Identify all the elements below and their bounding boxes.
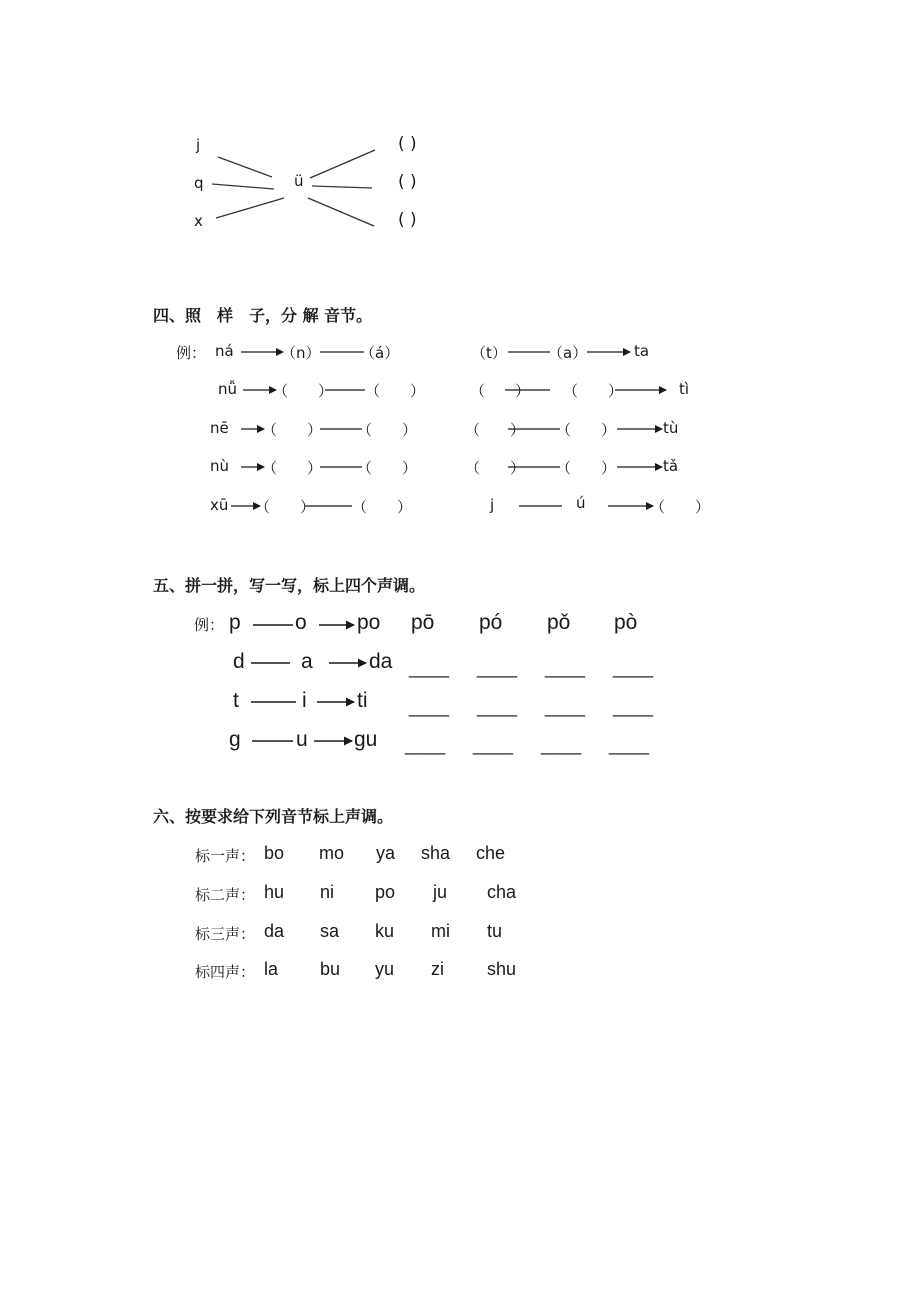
answer-paren-2[interactable]: ( ) <box>398 172 417 192</box>
s4-row1-rword: tì <box>679 380 690 398</box>
s5-row1-final: a <box>301 650 313 673</box>
section5-heading: 五、拼一拼，写一写，标上四个声调。 <box>153 576 426 595</box>
s4-row3-p2[interactable]: （ ） <box>357 459 418 477</box>
s6-row2-item[interactable]: po <box>375 882 396 902</box>
s4-row3-rword: tǎ <box>663 457 679 475</box>
s5-row1-blank-1[interactable]: ____ <box>409 658 450 678</box>
s5-row3-final: u <box>296 728 308 751</box>
initial-j: j <box>196 136 201 154</box>
s5-row3-result: gu <box>354 728 378 751</box>
s5-tone-1: pō <box>411 611 435 634</box>
s5-row3-blank-2[interactable]: ____ <box>473 735 514 755</box>
s6-row2-item[interactable]: hu <box>264 882 285 902</box>
s6-row3-item[interactable]: sa <box>320 921 340 941</box>
s4-row2-p1[interactable]: （ ） <box>262 421 323 439</box>
s5-row2-blank-1[interactable]: ____ <box>409 697 450 717</box>
line-j-u <box>218 157 272 177</box>
s6-row4-item[interactable]: zi <box>431 959 444 979</box>
line-x-u <box>216 198 284 218</box>
line-q-u <box>212 184 274 189</box>
center-u-umlaut: ü <box>294 172 304 190</box>
s4-example-rword: ta <box>634 342 650 360</box>
s5-row2-result: ti <box>357 689 368 712</box>
s5-tone-2: pó <box>479 611 503 634</box>
s6-row1-item[interactable]: bo <box>264 843 285 863</box>
s6-row4-item[interactable]: yu <box>375 959 395 979</box>
s6-row3-item[interactable]: ku <box>375 921 395 941</box>
s4-row3-r2[interactable]: （ ） <box>556 459 617 477</box>
s6-row4-label: 标四声： <box>195 963 256 981</box>
s6-row1-item[interactable]: mo <box>319 843 345 863</box>
s6-row1-item[interactable]: ya <box>376 843 396 863</box>
s4-row1-p1[interactable]: （ ） <box>273 382 334 400</box>
s6-row4-item[interactable]: shu <box>487 959 517 979</box>
s4-row4-rword[interactable]: （ ） <box>650 498 711 516</box>
s5-row2-blank-2[interactable]: ____ <box>477 697 518 717</box>
s6-row1-item[interactable]: sha <box>421 843 451 863</box>
s4-row1-r1[interactable]: （ ） <box>470 382 531 400</box>
s4-row4-p1[interactable]: （ ） <box>255 498 316 516</box>
s5-row2-initial: t <box>233 689 239 712</box>
s6-row3-item[interactable]: da <box>264 921 285 941</box>
s5-example-label: 例： <box>194 616 225 634</box>
s4-example-word: ná <box>215 342 234 360</box>
s6-row1-item[interactable]: che <box>476 843 506 863</box>
s4-row3-p1[interactable]: （ ） <box>262 459 323 477</box>
s4-example-p1: （n） <box>281 344 321 362</box>
initial-x: x <box>194 212 203 230</box>
s4-example-r2: （a） <box>548 344 588 362</box>
s4-row1-r2[interactable]: （ ） <box>563 382 624 400</box>
s6-row1-label: 标一声： <box>195 847 256 865</box>
s4-row2-r1[interactable]: （ ） <box>465 421 526 439</box>
s6-row4-item[interactable]: la <box>264 959 279 979</box>
s5-row1-blank-3[interactable]: ____ <box>545 658 586 678</box>
s4-row3-r1[interactable]: （ ） <box>465 459 526 477</box>
s4-example-label: 例： <box>176 344 207 362</box>
connector-lines <box>0 0 920 260</box>
s5-row1-blank-4[interactable]: ____ <box>613 658 654 678</box>
initial-q: q <box>194 174 204 192</box>
s5-example-result: po <box>357 611 381 634</box>
s6-row2-item[interactable]: ju <box>433 882 448 902</box>
s5-row1-initial: d <box>233 650 245 673</box>
section4-heading: 四、照 样 子，分 解 音节。 <box>153 306 373 325</box>
s4-example-r1: （t） <box>471 344 507 362</box>
s5-row1-result: da <box>369 650 393 673</box>
s5-row1-blank-2[interactable]: ____ <box>477 658 518 678</box>
line-u-p3 <box>308 198 374 226</box>
line-u-p1 <box>310 150 375 178</box>
line-u-p2 <box>312 186 372 188</box>
s6-row4-item[interactable]: bu <box>320 959 341 979</box>
s6-row2-item[interactable]: cha <box>487 882 517 902</box>
s4-example-p2: （á） <box>360 344 400 362</box>
answer-paren-3[interactable]: ( ) <box>398 210 417 230</box>
s4-row2-r2[interactable]: （ ） <box>556 421 617 439</box>
s4-row1-p2[interactable]: （ ） <box>365 382 426 400</box>
s4-row3-word: nù <box>210 457 230 475</box>
s5-example-initial: p <box>229 611 241 634</box>
s5-tone-3: pǒ <box>547 611 571 634</box>
s5-row3-initial: g <box>229 728 241 751</box>
s6-row3-item[interactable]: tu <box>487 921 503 941</box>
s5-row2-blank-4[interactable]: ____ <box>613 697 654 717</box>
s4-row4-word: xū <box>210 496 229 514</box>
s4-row1-word: nǚ <box>218 380 238 398</box>
s4-row2-word: nē <box>210 419 229 437</box>
s6-row2-item[interactable]: ni <box>320 882 335 902</box>
s4-row4-r2: ú <box>576 494 586 512</box>
s5-example-final: o <box>295 611 307 634</box>
s6-row3-item[interactable]: mi <box>431 921 450 941</box>
s5-row3-blank-1[interactable]: ____ <box>405 735 446 755</box>
s5-row3-blank-4[interactable]: ____ <box>609 735 650 755</box>
s4-row4-p2[interactable]: （ ） <box>352 498 413 516</box>
s4-row2-p2[interactable]: （ ） <box>357 421 418 439</box>
s6-row3-label: 标三声： <box>195 925 256 943</box>
s4-row4-r1: j <box>490 496 495 514</box>
answer-paren-1[interactable]: ( ) <box>398 134 417 154</box>
s6-row2-label: 标二声： <box>195 886 256 904</box>
s5-row2-final: i <box>302 689 307 712</box>
s5-tone-4: pò <box>614 611 638 634</box>
s4-row2-rword: tù <box>663 419 679 437</box>
s5-row2-blank-3[interactable]: ____ <box>545 697 586 717</box>
section6-heading: 六、按要求给下列音节标上声调。 <box>153 807 394 826</box>
s5-row3-blank-3[interactable]: ____ <box>541 735 582 755</box>
